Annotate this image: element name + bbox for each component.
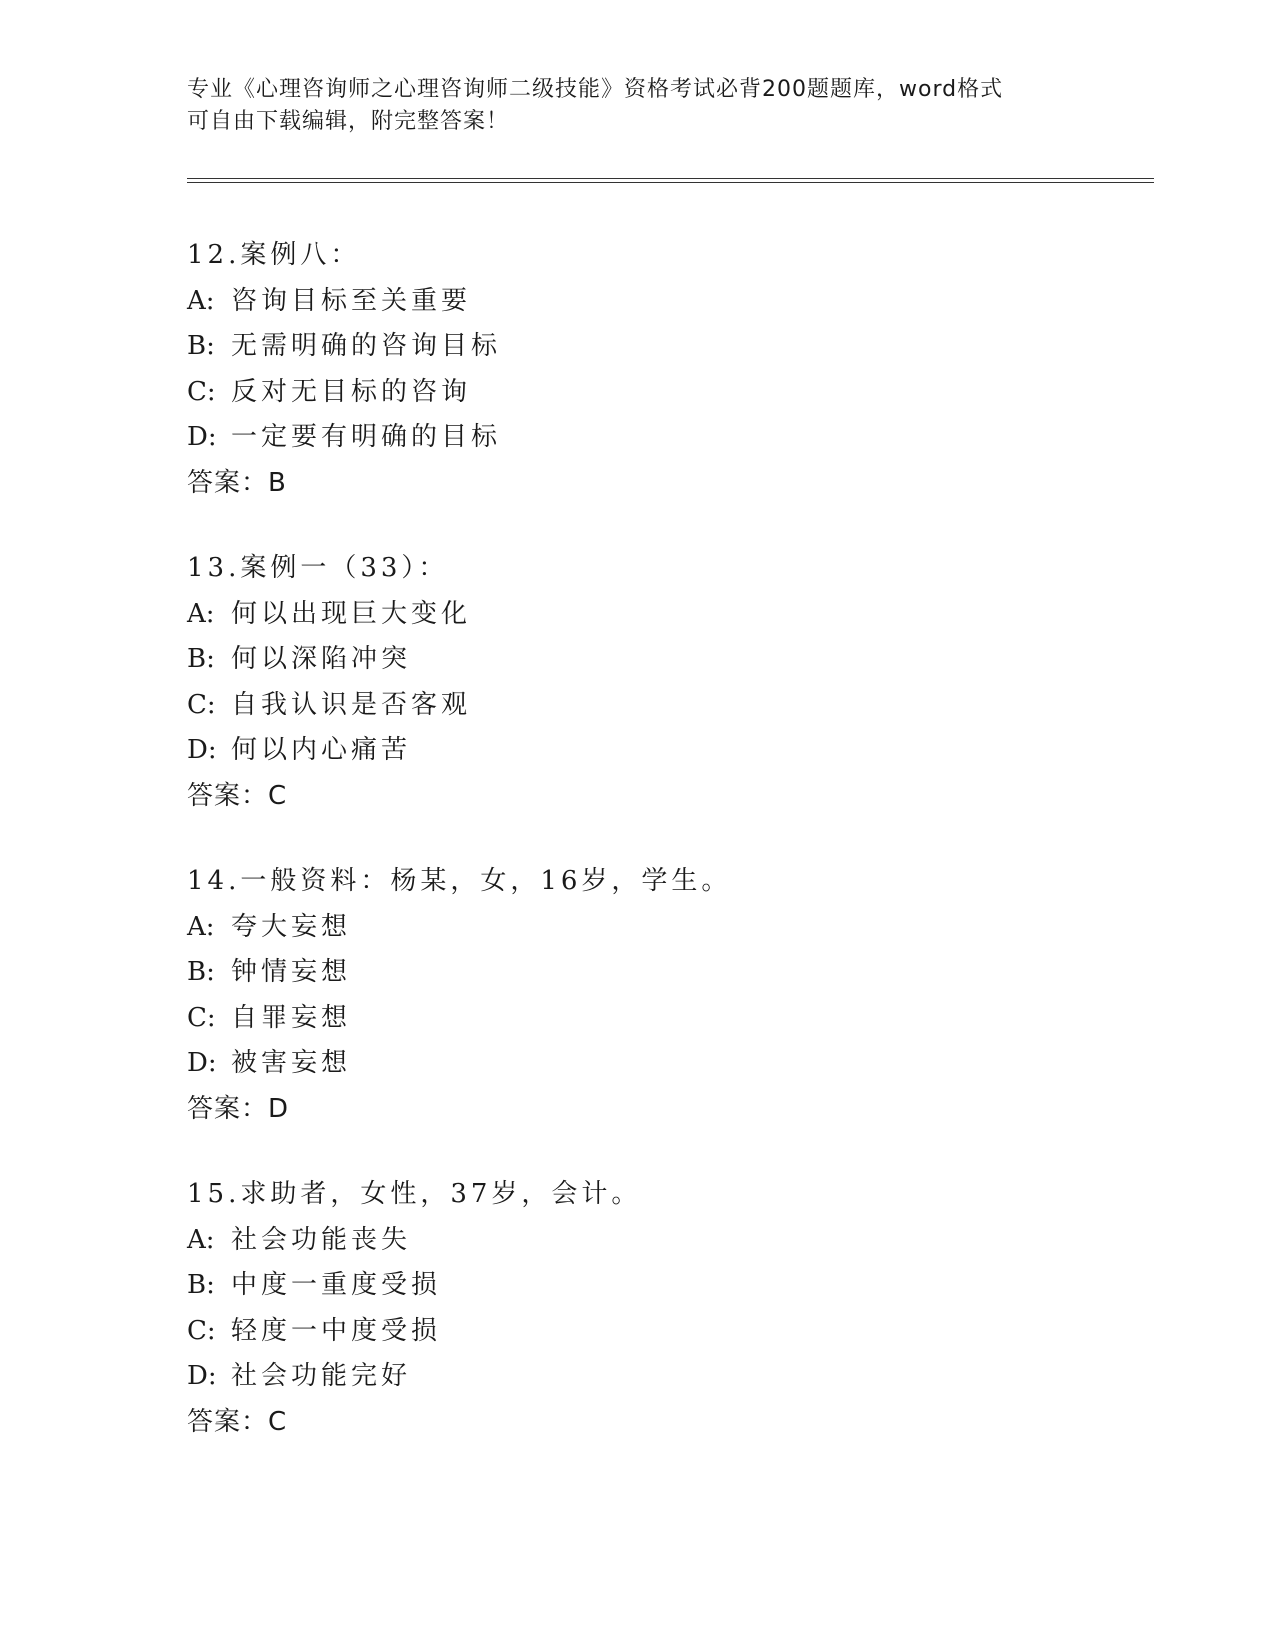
- option-text: 自我认识是否客观: [231, 689, 472, 720]
- option-c: [187, 683, 1147, 729]
- option-letter: C:: [187, 689, 216, 720]
- option-letter: D:: [187, 422, 217, 452]
- document-header: [187, 74, 1067, 138]
- option-letter: B:: [187, 957, 215, 987]
- option-letter: A:: [187, 285, 215, 316]
- option-text: 自罪妄想: [231, 1002, 352, 1033]
- question-stem: 13.案例一（33）：: [187, 553, 449, 583]
- answer-line: 答案：C: [187, 780, 288, 811]
- option-c: [187, 996, 1147, 1042]
- option-text: 社会功能完好: [231, 1361, 412, 1391]
- option-text: 无需明确的咨询目标: [231, 331, 502, 361]
- question-15: [187, 1172, 1147, 1445]
- option-text: 社会功能丧失: [231, 1224, 412, 1255]
- option-text: 钟情妄想: [231, 957, 352, 987]
- option-text: 中度一重度受损: [231, 1270, 442, 1300]
- question-stem: 15.求助者，女性，37岁，会计。: [187, 1179, 642, 1209]
- option-text: 反对无目标的咨询: [231, 376, 472, 407]
- option-text: 一定要有明确的目标: [231, 422, 502, 452]
- option-d: [187, 415, 1147, 461]
- option-b: [187, 324, 1147, 370]
- option-c: [187, 370, 1147, 416]
- option-a: [187, 905, 1147, 951]
- option-a: [187, 1218, 1147, 1264]
- option-letter: A:: [187, 1224, 215, 1255]
- option-text: 何以深陷冲突: [231, 644, 412, 674]
- option-letter: D:: [187, 1361, 217, 1391]
- option-a: [187, 592, 1147, 638]
- option-a: [187, 279, 1147, 325]
- option-text: 何以内心痛苦: [231, 735, 412, 765]
- option-letter: A:: [187, 911, 215, 942]
- answer-line: 答案：B: [187, 467, 287, 498]
- answer-line: 答案：D: [187, 1093, 290, 1124]
- option-b: [187, 950, 1147, 996]
- option-d: [187, 728, 1147, 774]
- question-12: [187, 233, 1147, 506]
- answer-line: 答案：C: [187, 1406, 288, 1437]
- option-letter: B:: [187, 644, 215, 674]
- question-list: [187, 233, 1147, 1485]
- option-letter: D:: [187, 735, 217, 765]
- option-d: [187, 1041, 1147, 1087]
- question-14: [187, 859, 1147, 1132]
- header-divider: [187, 178, 1154, 183]
- question-stem: 12.案例八：: [187, 240, 361, 270]
- option-text: 被害妄想: [231, 1048, 352, 1078]
- option-c: [187, 1309, 1147, 1355]
- option-text: 夸大妄想: [231, 911, 352, 942]
- option-letter: B:: [187, 1270, 215, 1300]
- header-line-1: 专业《心理咨询师之心理咨询师二级技能》资格考试必背200题题库，word格式: [187, 77, 1004, 102]
- option-text: 轻度一中度受损: [231, 1315, 442, 1346]
- option-letter: B:: [187, 331, 215, 361]
- option-letter: C:: [187, 376, 216, 407]
- option-text: 咨询目标至关重要: [231, 285, 472, 316]
- question-13: [187, 546, 1147, 819]
- header-line-2: 可自由下载编辑，附完整答案！: [187, 109, 510, 134]
- option-b: [187, 1263, 1147, 1309]
- option-letter: C:: [187, 1315, 216, 1346]
- option-letter: C:: [187, 1002, 216, 1033]
- option-letter: D:: [187, 1048, 217, 1078]
- option-text: 何以出现巨大变化: [231, 598, 472, 629]
- option-d: [187, 1354, 1147, 1400]
- option-b: [187, 637, 1147, 683]
- question-stem: 14.一般资料：杨某，女，16岁，学生。: [187, 866, 732, 896]
- option-letter: A:: [187, 598, 215, 629]
